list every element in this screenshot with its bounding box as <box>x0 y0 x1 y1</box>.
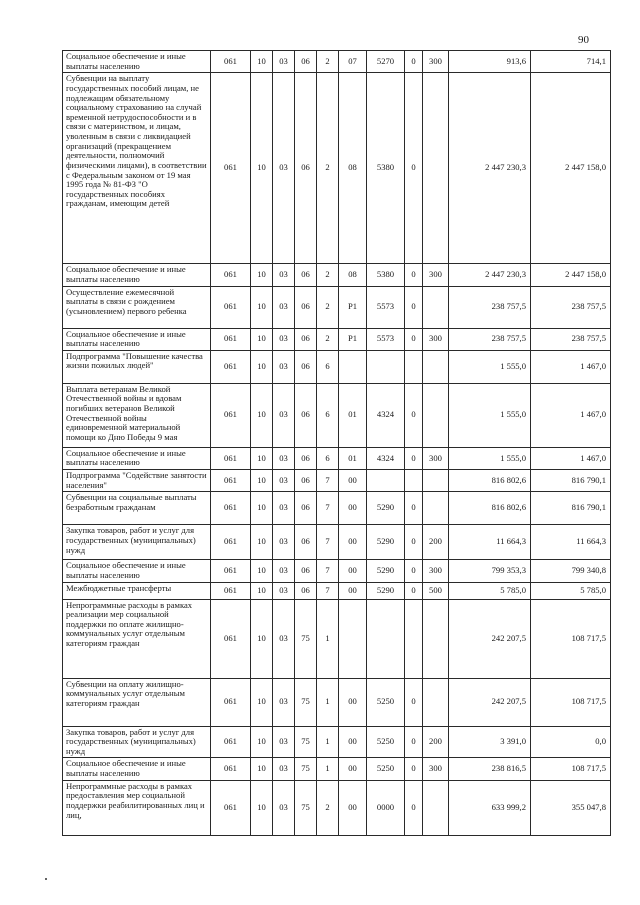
code-cell-c8: 0 <box>405 51 423 73</box>
amount-executed-cell: 2 447 158,0 <box>531 264 611 286</box>
code-cell-c8: 0 <box>405 758 423 780</box>
code-cell-c6 <box>339 599 367 678</box>
table-row <box>63 726 611 758</box>
code-cell-c5: 7 <box>317 525 339 560</box>
amount-executed-cell: 108 717,5 <box>531 599 611 678</box>
code-cell-c6: 00 <box>339 470 367 492</box>
table-row <box>63 758 611 780</box>
code-cell-c4: 06 <box>295 350 317 383</box>
table-row <box>63 599 611 678</box>
code-cell-c1: 061 <box>211 599 251 678</box>
code-cell-c6: Р1 <box>339 328 367 350</box>
row-name-cell: Субвенции на социальные выплаты безработным гражданам <box>63 492 211 525</box>
table-row <box>63 73 611 264</box>
code-cell-c7: 5290 <box>367 582 405 599</box>
table-row <box>63 350 611 383</box>
code-cell-c1: 061 <box>211 560 251 582</box>
code-cell-c5: 2 <box>317 264 339 286</box>
code-cell-c2: 10 <box>251 780 273 835</box>
code-cell-c8: 0 <box>405 73 423 264</box>
code-cell-c3: 03 <box>273 780 295 835</box>
code-cell-c8: 0 <box>405 780 423 835</box>
amount-approved-cell: 1 555,0 <box>449 447 531 469</box>
row-name-cell: Социальное обеспечение и иные выплаты населению <box>63 447 211 469</box>
code-cell-c4: 06 <box>295 447 317 469</box>
code-cell-c2: 10 <box>251 264 273 286</box>
code-cell-c7: 0000 <box>367 780 405 835</box>
code-cell-c6: 00 <box>339 492 367 525</box>
code-cell-c4: 06 <box>295 328 317 350</box>
amount-approved-cell: 242 207,5 <box>449 678 531 726</box>
code-cell-c3: 03 <box>273 599 295 678</box>
code-cell-c7: 5573 <box>367 286 405 328</box>
code-cell-c4: 75 <box>295 726 317 758</box>
code-cell-c9: 200 <box>423 726 449 758</box>
row-name-cell: Выплата ветеранам Великой Отечественной войны и вдовам погибших ветеранов Великой Отечественной войны единовременной материальной помощи ко Дню Победы 9 мая <box>63 383 211 447</box>
code-cell-c4: 75 <box>295 599 317 678</box>
table-row <box>63 560 611 582</box>
amount-approved-cell: 242 207,5 <box>449 599 531 678</box>
code-cell-c9: 300 <box>423 447 449 469</box>
code-cell-c3: 03 <box>273 560 295 582</box>
code-cell-c9 <box>423 780 449 835</box>
row-name-cell: Осуществление ежемесячной выплаты в связи с рождением (усыновлением) первого ребенка <box>63 286 211 328</box>
code-cell-c1: 061 <box>211 51 251 73</box>
code-cell-c6: 07 <box>339 51 367 73</box>
code-cell-c9: 300 <box>423 560 449 582</box>
code-cell-c9: 300 <box>423 328 449 350</box>
code-cell-c6: 00 <box>339 678 367 726</box>
code-cell-c6: Р1 <box>339 286 367 328</box>
amount-approved-cell: 238 816,5 <box>449 758 531 780</box>
code-cell-c6: 00 <box>339 780 367 835</box>
code-cell-c4: 06 <box>295 51 317 73</box>
table-row <box>63 447 611 469</box>
code-cell-c3: 03 <box>273 525 295 560</box>
amount-approved-cell: 5 785,0 <box>449 582 531 599</box>
table-row <box>63 780 611 835</box>
code-cell-c2: 10 <box>251 51 273 73</box>
code-cell-c9 <box>423 286 449 328</box>
code-cell-c5: 1 <box>317 599 339 678</box>
code-cell-c2: 10 <box>251 73 273 264</box>
code-cell-c5: 6 <box>317 447 339 469</box>
code-cell-c6: 00 <box>339 525 367 560</box>
amount-executed-cell: 5 785,0 <box>531 582 611 599</box>
code-cell-c7 <box>367 599 405 678</box>
code-cell-c7: 5250 <box>367 678 405 726</box>
code-cell-c6 <box>339 350 367 383</box>
budget-table-container <box>62 50 610 836</box>
code-cell-c4: 06 <box>295 470 317 492</box>
code-cell-c1: 061 <box>211 73 251 264</box>
amount-approved-cell: 816 802,6 <box>449 470 531 492</box>
page-number: 90 <box>578 34 589 46</box>
amount-executed-cell: 2 447 158,0 <box>531 73 611 264</box>
code-cell-c1: 061 <box>211 582 251 599</box>
code-cell-c7: 5573 <box>367 328 405 350</box>
row-name-cell: Социальное обеспечение и иные выплаты населению <box>63 264 211 286</box>
code-cell-c4: 06 <box>295 286 317 328</box>
code-cell-c8: 0 <box>405 286 423 328</box>
code-cell-c9 <box>423 599 449 678</box>
code-cell-c5: 1 <box>317 758 339 780</box>
code-cell-c3: 03 <box>273 51 295 73</box>
code-cell-c1: 061 <box>211 758 251 780</box>
table-row <box>63 383 611 447</box>
code-cell-c7: 5290 <box>367 560 405 582</box>
code-cell-c2: 10 <box>251 582 273 599</box>
budget-table <box>62 50 611 836</box>
code-cell-c1: 061 <box>211 286 251 328</box>
code-cell-c7: 4324 <box>367 447 405 469</box>
amount-executed-cell: 108 717,5 <box>531 678 611 726</box>
code-cell-c1: 061 <box>211 525 251 560</box>
code-cell-c7: 5250 <box>367 726 405 758</box>
code-cell-c2: 10 <box>251 599 273 678</box>
code-cell-c2: 10 <box>251 447 273 469</box>
code-cell-c3: 03 <box>273 470 295 492</box>
code-cell-c4: 06 <box>295 525 317 560</box>
amount-approved-cell: 799 353,3 <box>449 560 531 582</box>
code-cell-c6: 00 <box>339 582 367 599</box>
code-cell-c5: 7 <box>317 492 339 525</box>
code-cell-c3: 03 <box>273 350 295 383</box>
amount-approved-cell: 1 555,0 <box>449 350 531 383</box>
code-cell-c7: 5270 <box>367 51 405 73</box>
row-name-cell: Социальное обеспечение и иные выплаты населению <box>63 328 211 350</box>
code-cell-c1: 061 <box>211 470 251 492</box>
amount-executed-cell: 714,1 <box>531 51 611 73</box>
amount-approved-cell: 633 999,2 <box>449 780 531 835</box>
code-cell-c9 <box>423 470 449 492</box>
code-cell-c6: 00 <box>339 726 367 758</box>
code-cell-c8: 0 <box>405 726 423 758</box>
code-cell-c2: 10 <box>251 328 273 350</box>
code-cell-c1: 061 <box>211 383 251 447</box>
code-cell-c5: 7 <box>317 470 339 492</box>
code-cell-c4: 75 <box>295 758 317 780</box>
row-name-cell: Межбюджетные трансферты <box>63 582 211 599</box>
amount-approved-cell: 816 802,6 <box>449 492 531 525</box>
code-cell-c3: 03 <box>273 447 295 469</box>
code-cell-c6: 08 <box>339 264 367 286</box>
table-row <box>63 525 611 560</box>
scan-speck <box>45 878 47 880</box>
code-cell-c2: 10 <box>251 678 273 726</box>
amount-executed-cell: 816 790,1 <box>531 470 611 492</box>
code-cell-c1: 061 <box>211 780 251 835</box>
amount-executed-cell: 238 757,5 <box>531 286 611 328</box>
amount-executed-cell: 816 790,1 <box>531 492 611 525</box>
code-cell-c9 <box>423 383 449 447</box>
code-cell-c8: 0 <box>405 447 423 469</box>
row-name-cell: Непрограммные расходы в рамках предоставления мер социальной поддержки реабилитированных лиц и лиц, <box>63 780 211 835</box>
table-row <box>63 264 611 286</box>
code-cell-c8: 0 <box>405 383 423 447</box>
code-cell-c9 <box>423 492 449 525</box>
code-cell-c8 <box>405 470 423 492</box>
code-cell-c1: 061 <box>211 726 251 758</box>
code-cell-c6: 00 <box>339 560 367 582</box>
code-cell-c9: 300 <box>423 51 449 73</box>
row-name-cell: Закупка товаров, работ и услуг для государственных (муниципальных) нужд <box>63 525 211 560</box>
code-cell-c4: 06 <box>295 73 317 264</box>
budget-table-body <box>63 51 611 836</box>
code-cell-c1: 061 <box>211 678 251 726</box>
code-cell-c3: 03 <box>273 73 295 264</box>
code-cell-c8: 0 <box>405 492 423 525</box>
code-cell-c5: 1 <box>317 678 339 726</box>
code-cell-c5: 2 <box>317 51 339 73</box>
code-cell-c3: 03 <box>273 328 295 350</box>
code-cell-c8: 0 <box>405 264 423 286</box>
amount-approved-cell: 913,6 <box>449 51 531 73</box>
amount-approved-cell: 11 664,3 <box>449 525 531 560</box>
code-cell-c9 <box>423 73 449 264</box>
code-cell-c8: 0 <box>405 582 423 599</box>
code-cell-c6: 01 <box>339 383 367 447</box>
table-row <box>63 328 611 350</box>
code-cell-c3: 03 <box>273 582 295 599</box>
code-cell-c8: 0 <box>405 328 423 350</box>
code-cell-c2: 10 <box>251 286 273 328</box>
code-cell-c2: 10 <box>251 758 273 780</box>
code-cell-c8 <box>405 350 423 383</box>
code-cell-c7: 5380 <box>367 73 405 264</box>
code-cell-c4: 06 <box>295 264 317 286</box>
code-cell-c3: 03 <box>273 492 295 525</box>
code-cell-c1: 061 <box>211 447 251 469</box>
code-cell-c2: 10 <box>251 560 273 582</box>
amount-executed-cell: 355 047,8 <box>531 780 611 835</box>
amount-executed-cell: 1 467,0 <box>531 383 611 447</box>
amount-approved-cell: 238 757,5 <box>449 328 531 350</box>
code-cell-c2: 10 <box>251 470 273 492</box>
row-name-cell: Субвенции на выплату государственных пособий лицам, не подлежащим обязательному социальному страхованию на случай временной нетрудоспособности и в связи с материнством, и лицам, уволенным в связи с ликвидацией организаций (прекращением деятельности, полномочий физическими лицами), в соответствии с Федеральным законом от 19 мая 1995 года № 81-ФЗ "О государственных пособиях гражданам, имеющим детей <box>63 73 211 264</box>
code-cell-c5: 2 <box>317 328 339 350</box>
code-cell-c1: 061 <box>211 264 251 286</box>
code-cell-c8: 0 <box>405 560 423 582</box>
code-cell-c3: 03 <box>273 383 295 447</box>
amount-executed-cell: 0,0 <box>531 726 611 758</box>
code-cell-c1: 061 <box>211 328 251 350</box>
row-name-cell: Подпрограмма "Повышение качества жизни пожилых людей" <box>63 350 211 383</box>
amount-executed-cell: 1 467,0 <box>531 447 611 469</box>
code-cell-c2: 10 <box>251 492 273 525</box>
code-cell-c2: 10 <box>251 350 273 383</box>
code-cell-c1: 061 <box>211 492 251 525</box>
code-cell-c8: 0 <box>405 525 423 560</box>
code-cell-c9 <box>423 350 449 383</box>
row-name-cell: Субвенции на оплату жилищно-коммунальных услуг отдельным категориям граждан <box>63 678 211 726</box>
code-cell-c9: 300 <box>423 758 449 780</box>
code-cell-c4: 06 <box>295 383 317 447</box>
amount-executed-cell: 1 467,0 <box>531 350 611 383</box>
amount-approved-cell: 238 757,5 <box>449 286 531 328</box>
code-cell-c4: 75 <box>295 780 317 835</box>
amount-executed-cell: 799 340,8 <box>531 560 611 582</box>
code-cell-c6: 08 <box>339 73 367 264</box>
table-row <box>63 286 611 328</box>
row-name-cell: Подпрограмма "Содействие занятости населения" <box>63 470 211 492</box>
code-cell-c3: 03 <box>273 758 295 780</box>
code-cell-c5: 6 <box>317 350 339 383</box>
code-cell-c3: 03 <box>273 286 295 328</box>
code-cell-c9 <box>423 678 449 726</box>
code-cell-c5: 2 <box>317 73 339 264</box>
code-cell-c8 <box>405 599 423 678</box>
code-cell-c3: 03 <box>273 264 295 286</box>
code-cell-c8: 0 <box>405 678 423 726</box>
code-cell-c7 <box>367 350 405 383</box>
code-cell-c5: 6 <box>317 383 339 447</box>
code-cell-c7: 5290 <box>367 525 405 560</box>
code-cell-c2: 10 <box>251 726 273 758</box>
code-cell-c4: 75 <box>295 678 317 726</box>
code-cell-c9: 200 <box>423 525 449 560</box>
code-cell-c2: 10 <box>251 525 273 560</box>
row-name-cell: Закупка товаров, работ и услуг для государственных (муниципальных) нужд <box>63 726 211 758</box>
code-cell-c7: 5250 <box>367 758 405 780</box>
code-cell-c9: 500 <box>423 582 449 599</box>
code-cell-c7: 5380 <box>367 264 405 286</box>
amount-approved-cell: 1 555,0 <box>449 383 531 447</box>
code-cell-c5: 7 <box>317 582 339 599</box>
amount-executed-cell: 11 664,3 <box>531 525 611 560</box>
amount-approved-cell: 3 391,0 <box>449 726 531 758</box>
amount-executed-cell: 238 757,5 <box>531 328 611 350</box>
code-cell-c6: 01 <box>339 447 367 469</box>
code-cell-c5: 2 <box>317 286 339 328</box>
code-cell-c3: 03 <box>273 726 295 758</box>
code-cell-c7: 4324 <box>367 383 405 447</box>
code-cell-c6: 00 <box>339 758 367 780</box>
code-cell-c1: 061 <box>211 350 251 383</box>
code-cell-c4: 06 <box>295 560 317 582</box>
amount-approved-cell: 2 447 230,3 <box>449 264 531 286</box>
code-cell-c7: 5290 <box>367 492 405 525</box>
code-cell-c5: 2 <box>317 780 339 835</box>
amount-executed-cell: 108 717,5 <box>531 758 611 780</box>
code-cell-c9: 300 <box>423 264 449 286</box>
code-cell-c4: 06 <box>295 582 317 599</box>
row-name-cell: Социальное обеспечение и иные выплаты населению <box>63 758 211 780</box>
table-row <box>63 582 611 599</box>
row-name-cell: Непрограммные расходы в рамках реализации мер социальной поддержки по оплате жилищно-коммунальных услуг отдельным категориям граждан <box>63 599 211 678</box>
code-cell-c4: 06 <box>295 492 317 525</box>
code-cell-c7 <box>367 470 405 492</box>
amount-approved-cell: 2 447 230,3 <box>449 73 531 264</box>
code-cell-c5: 1 <box>317 726 339 758</box>
code-cell-c3: 03 <box>273 678 295 726</box>
table-row <box>63 470 611 492</box>
code-cell-c2: 10 <box>251 383 273 447</box>
table-row <box>63 492 611 525</box>
row-name-cell: Социальное обеспечение и иные выплаты населению <box>63 51 211 73</box>
table-row <box>63 678 611 726</box>
row-name-cell: Социальное обеспечение и иные выплаты населению <box>63 560 211 582</box>
table-row <box>63 51 611 73</box>
code-cell-c5: 7 <box>317 560 339 582</box>
